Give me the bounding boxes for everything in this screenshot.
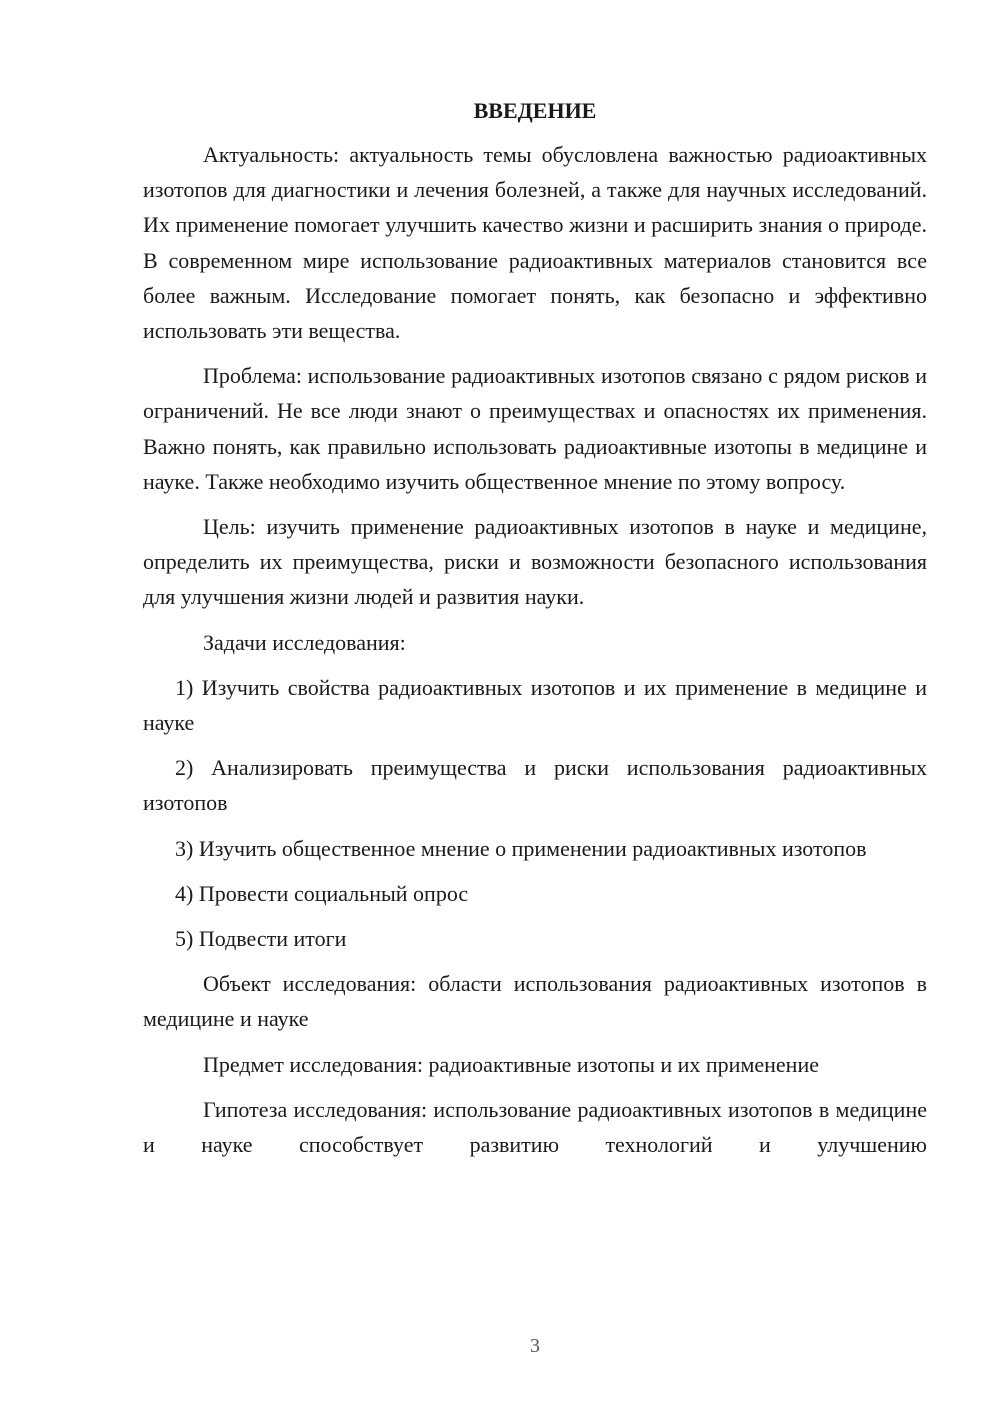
paragraph-relevance: Актуальность: актуальность темы обусловлена важностью радиоактивных изотопов для диагностики и лечения болезней, а также для научных исследований. Их применение помогает улучшить качество жизни и расширить знания о природе. В современном мире использование радиоактивных материалов становится все более важным. Исследование помогает понять, как безопасно и эффективно использовать эти вещества. — [143, 142, 927, 344]
document-page — [143, 97, 927, 1162]
paragraph-hypothesis: Гипотеза исследования: использование радиоактивных изотопов в медицине и науке способствует развитию технологий и улучшению — [143, 1096, 927, 1158]
page-number: 3 — [530, 1335, 540, 1357]
task-item-2: 2) Анализировать преимущества и риски использования радиоактивных изотопов — [143, 755, 927, 816]
paragraph-object: Объект исследования: области использования радиоактивных изотопов в медицине и науке — [143, 971, 927, 1032]
paragraph-goal: Цель: изучить применение радиоактивных изотопов в науке и медицине, определить их преимущества, риски и возможности безопасного использования для улучшения жизни людей и развития науки. — [143, 514, 927, 610]
tasks-title: Задачи исследования: — [203, 629, 406, 655]
task-item-3: 3) Изучить общественное мнение о применении радиоактивных изотопов — [175, 835, 867, 861]
task-item-1: 1) Изучить свойства радиоактивных изотопов и их применение в медицине и науке — [143, 674, 927, 736]
section-heading: ВВЕДЕНИЕ — [473, 98, 597, 123]
paragraph-problem: Проблема: использование радиоактивных изотопов связано с рядом рисков и ограничений. Не все люди знают о преимуществах и опасностях их применения. Важно понять, как правильно использовать радиоактивные изотопы в медицине и науке. Также необходимо изучить общественное мнение по этому вопросу. — [143, 363, 927, 494]
task-item-5: 5) Подвести итоги — [175, 926, 347, 952]
paragraph-subject: Предмет исследования: радиоактивные изотопы и их применение — [203, 1051, 819, 1077]
task-item-4: 4) Провести социальный опрос — [175, 880, 469, 906]
